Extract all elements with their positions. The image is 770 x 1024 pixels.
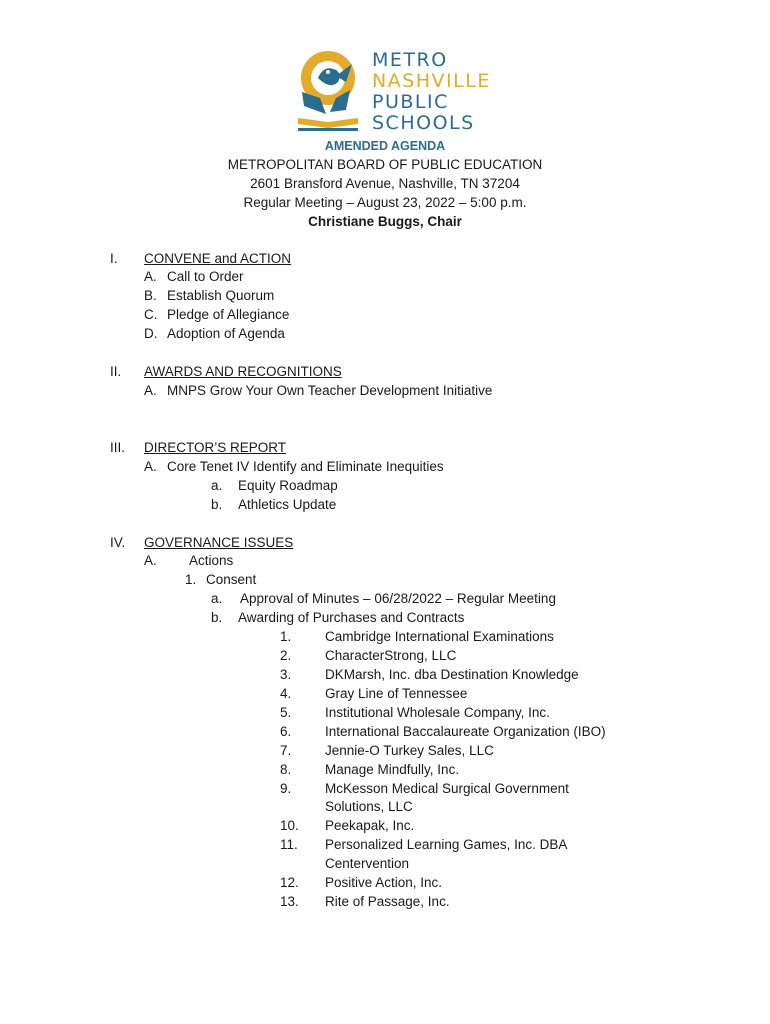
sub-item: Awarding of Purchases and Contracts <box>238 610 465 625</box>
section-title: AWARDS AND RECOGNITIONS <box>144 364 342 379</box>
item-marker: A. <box>144 553 157 568</box>
sub-item: Athletics Update <box>238 497 337 512</box>
agenda-item: MNPS Grow Your Own Teacher Development Initiative <box>167 383 493 398</box>
contract-name: CharacterStrong, LLC <box>325 648 457 663</box>
logo-line-public: PUBLIC <box>372 91 449 113</box>
contract-name-continued: Solutions, LLC <box>325 799 413 814</box>
contract-name: DKMarsh, Inc. dba Destination Knowledge <box>325 667 579 682</box>
contract-number: 5. <box>280 705 292 720</box>
sub-marker: a. <box>211 591 223 606</box>
sub-marker: b. <box>211 610 223 625</box>
agenda-item: Pledge of Allegiance <box>167 307 290 322</box>
bird-on-book-icon <box>292 48 364 134</box>
contract-name: Rite of Passage, Inc. <box>325 894 450 909</box>
contract-number: 13. <box>280 894 299 909</box>
amended-agenda-label: AMENDED AGENDA <box>324 139 446 153</box>
contract-name: Peekapak, Inc. <box>325 818 415 833</box>
address: 2601 Bransford Avenue, Nashville, TN 37204 <box>250 176 520 191</box>
section-title: GOVERNANCE ISSUES <box>144 535 294 550</box>
agenda-item: Adoption of Agenda <box>167 326 285 341</box>
item-marker: A. <box>144 383 157 398</box>
item-marker: A. <box>144 459 157 474</box>
sub-item: Approval of Minutes – 06/28/2022 – Regular Meeting <box>240 591 556 606</box>
contract-number: 3. <box>280 667 292 682</box>
mnps-logo <box>292 48 491 134</box>
section-number: II. <box>110 364 122 379</box>
contract-name-continued: Centervention <box>325 856 410 871</box>
contract-name: Gray Line of Tennessee <box>325 686 468 701</box>
sub-marker: b. <box>211 497 223 512</box>
item-marker: 1. <box>185 572 197 587</box>
agenda-item: Consent <box>206 572 257 587</box>
item-marker: D. <box>144 326 158 341</box>
item-marker: A. <box>144 269 157 284</box>
section-number: IV. <box>110 535 126 550</box>
logo-wordmark <box>372 50 491 134</box>
section-number: III. <box>110 440 126 455</box>
contract-number: 4. <box>280 686 292 701</box>
section-title: CONVENE and ACTION <box>144 251 292 266</box>
contract-number: 1. <box>280 629 292 644</box>
logo-line-schools: SCHOOLS <box>372 112 475 134</box>
contract-number: 11. <box>280 837 298 852</box>
contract-number: 8. <box>280 762 292 777</box>
contract-number: 7. <box>280 743 292 758</box>
contract-number: 10. <box>280 818 299 833</box>
contract-name: Personalized Learning Games, Inc. DBA <box>325 837 568 852</box>
organization-name: METROPOLITAN BOARD OF PUBLIC EDUCATION <box>227 157 543 172</box>
contract-name: Manage Mindfully, Inc. <box>325 762 460 777</box>
meeting-info: Regular Meeting – August 23, 2022 – 5:00 p.m. <box>243 195 527 210</box>
sub-item: Equity Roadmap <box>238 478 338 493</box>
agenda-item: Establish Quorum <box>167 288 275 303</box>
item-marker: C. <box>144 307 158 322</box>
item-marker: B. <box>144 288 157 303</box>
contract-name: Institutional Wholesale Company, Inc. <box>325 705 550 720</box>
contract-name: McKesson Medical Surgical Government <box>325 781 569 796</box>
agenda-item: Core Tenet IV Identify and Eliminate Inequities <box>167 459 444 474</box>
section-number: I. <box>110 251 118 266</box>
chair-name: Christiane Buggs, Chair <box>308 214 462 229</box>
contract-name: Positive Action, Inc. <box>325 875 443 890</box>
agenda-item: Call to Order <box>167 269 244 284</box>
section-title: DIRECTOR’S REPORT <box>144 440 287 455</box>
contract-name: International Baccalaureate Organization (IBO) <box>325 724 606 739</box>
agenda-item: Actions <box>189 553 234 568</box>
sub-marker: a. <box>211 478 223 493</box>
logo-line-nashville: NASHVILLE <box>372 70 491 92</box>
contract-number: 12. <box>280 875 299 890</box>
contract-name: Jennie-O Turkey Sales, LLC <box>325 743 494 758</box>
contract-number: 6. <box>280 724 292 739</box>
contract-name: Cambridge International Examinations <box>325 629 554 644</box>
contract-number: 9. <box>280 781 292 796</box>
logo-line-metro: METRO <box>372 49 448 71</box>
contract-number: 2. <box>280 648 292 663</box>
